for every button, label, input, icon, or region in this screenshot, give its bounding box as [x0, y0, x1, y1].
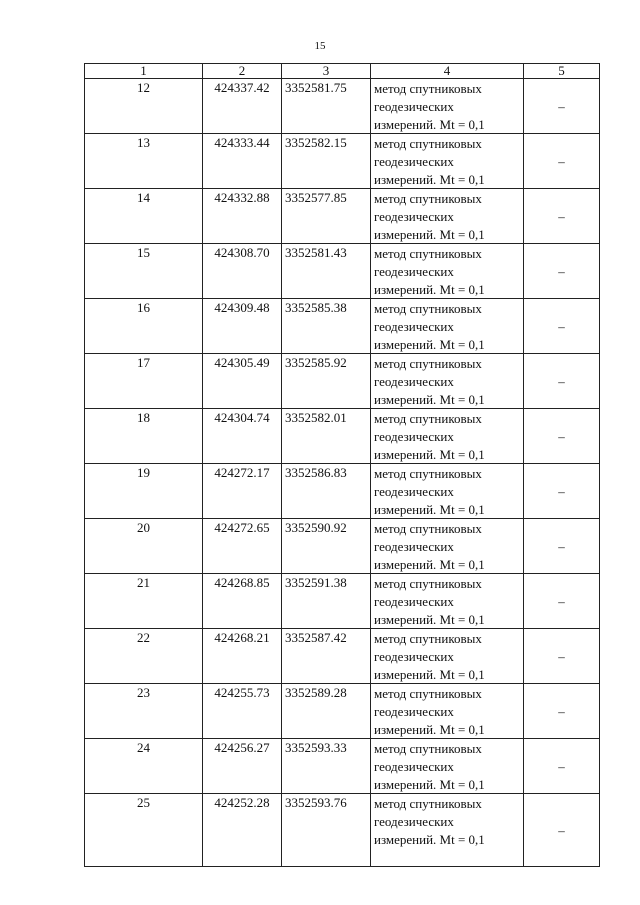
point-number-cell: 17 [85, 354, 203, 409]
method-line: метод спутниковых [374, 356, 482, 371]
method-line: геодезических [374, 814, 454, 829]
method-cell [371, 739, 524, 794]
y-coordinate-cell: 3352581.75 [282, 79, 371, 134]
x-coordinate-cell: 424305.49 [203, 354, 282, 409]
table-row [85, 134, 600, 189]
method-line: метод спутниковых [374, 136, 482, 151]
method-line: измерений. Mt = 0,1 [374, 447, 485, 462]
method-cell [371, 629, 524, 684]
method-line: метод спутниковых [374, 686, 482, 701]
note-cell: – [524, 244, 600, 299]
method-cell [371, 189, 524, 244]
point-number-cell: 16 [85, 299, 203, 354]
method-line: измерений. Mt = 0,1 [374, 117, 485, 132]
point-number-cell: 19 [85, 464, 203, 519]
method-line: измерений. Mt = 0,1 [374, 832, 485, 847]
method-line: геодезических [374, 319, 454, 334]
method-cell [371, 464, 524, 519]
method-cell [371, 409, 524, 464]
table-header-row [85, 64, 600, 79]
point-number-cell: 18 [85, 409, 203, 464]
x-coordinate-cell: 424332.88 [203, 189, 282, 244]
note-cell: – [524, 189, 600, 244]
point-number-cell: 23 [85, 684, 203, 739]
y-coordinate-cell: 3352593.33 [282, 739, 371, 794]
coordinates-table [84, 63, 600, 867]
x-coordinate-cell: 424309.48 [203, 299, 282, 354]
x-coordinate-cell: 424256.27 [203, 739, 282, 794]
y-coordinate-cell: 3352582.15 [282, 134, 371, 189]
table-row [85, 519, 600, 574]
method-cell [371, 79, 524, 134]
x-coordinate-cell: 424308.70 [203, 244, 282, 299]
table-row [85, 574, 600, 629]
method-line: метод спутниковых [374, 301, 482, 316]
page-number: 15 [314, 40, 326, 52]
header-col-3: 3 [282, 64, 371, 79]
method-cell [371, 684, 524, 739]
method-line: геодезических [374, 649, 454, 664]
method-line: геодезических [374, 374, 454, 389]
table-row [85, 354, 600, 409]
point-number-cell: 25 [85, 794, 203, 867]
method-line: измерений. Mt = 0,1 [374, 557, 485, 572]
method-line: измерений. Mt = 0,1 [374, 392, 485, 407]
method-line: метод спутниковых [374, 521, 482, 536]
note-cell: – [524, 629, 600, 684]
method-line: измерений. Mt = 0,1 [374, 337, 485, 352]
method-line: геодезических [374, 429, 454, 444]
header-col-5: 5 [524, 64, 600, 79]
x-coordinate-cell: 424252.28 [203, 794, 282, 867]
point-number-cell: 21 [85, 574, 203, 629]
note-cell: – [524, 684, 600, 739]
method-line: метод спутниковых [374, 411, 482, 426]
x-coordinate-cell: 424268.21 [203, 629, 282, 684]
y-coordinate-cell: 3352582.01 [282, 409, 371, 464]
method-line: геодезических [374, 594, 454, 609]
x-coordinate-cell: 424272.17 [203, 464, 282, 519]
method-cell [371, 299, 524, 354]
method-line: метод спутниковых [374, 576, 482, 591]
header-col-2: 2 [203, 64, 282, 79]
method-line: измерений. Mt = 0,1 [374, 172, 485, 187]
point-number-cell: 22 [85, 629, 203, 684]
note-cell: – [524, 134, 600, 189]
note-cell: – [524, 354, 600, 409]
y-coordinate-cell: 3352593.76 [282, 794, 371, 867]
point-number-cell: 15 [85, 244, 203, 299]
note-cell: – [524, 409, 600, 464]
note-cell: – [524, 574, 600, 629]
method-line: метод спутниковых [374, 796, 482, 811]
table-body [85, 79, 600, 867]
x-coordinate-cell: 424272.65 [203, 519, 282, 574]
method-line: геодезических [374, 209, 454, 224]
y-coordinate-cell: 3352591.38 [282, 574, 371, 629]
y-coordinate-cell: 3352590.92 [282, 519, 371, 574]
method-line: геодезических [374, 484, 454, 499]
x-coordinate-cell: 424255.73 [203, 684, 282, 739]
point-number-cell: 24 [85, 739, 203, 794]
method-line: метод спутниковых [374, 81, 482, 96]
method-line: геодезических [374, 704, 454, 719]
method-line: измерений. Mt = 0,1 [374, 612, 485, 627]
method-line: геодезических [374, 154, 454, 169]
note-cell: – [524, 299, 600, 354]
method-line: геодезических [374, 759, 454, 774]
table-row [85, 189, 600, 244]
y-coordinate-cell: 3352585.38 [282, 299, 371, 354]
y-coordinate-cell: 3352581.43 [282, 244, 371, 299]
method-line: метод спутниковых [374, 741, 482, 756]
header-col-4: 4 [371, 64, 524, 79]
method-cell [371, 134, 524, 189]
table-row [85, 79, 600, 134]
table-row [85, 739, 600, 794]
point-number-cell: 20 [85, 519, 203, 574]
method-cell [371, 574, 524, 629]
method-line: измерений. Mt = 0,1 [374, 502, 485, 517]
x-coordinate-cell: 424268.85 [203, 574, 282, 629]
method-line: измерений. Mt = 0,1 [374, 227, 485, 242]
method-cell [371, 794, 524, 867]
x-coordinate-cell: 424333.44 [203, 134, 282, 189]
y-coordinate-cell: 3352589.28 [282, 684, 371, 739]
method-line: геодезических [374, 264, 454, 279]
note-cell: – [524, 739, 600, 794]
table-row [85, 629, 600, 684]
method-cell [371, 354, 524, 409]
method-line: метод спутниковых [374, 631, 482, 646]
table-row [85, 684, 600, 739]
note-cell: – [524, 794, 600, 867]
method-line: метод спутниковых [374, 191, 482, 206]
table-row [85, 464, 600, 519]
note-cell: – [524, 79, 600, 134]
x-coordinate-cell: 424337.42 [203, 79, 282, 134]
table-row [85, 299, 600, 354]
method-line: геодезических [374, 539, 454, 554]
method-line: геодезических [374, 99, 454, 114]
method-line: измерений. Mt = 0,1 [374, 722, 485, 737]
method-line: метод спутниковых [374, 246, 482, 261]
method-cell [371, 519, 524, 574]
y-coordinate-cell: 3352587.42 [282, 629, 371, 684]
method-cell [371, 244, 524, 299]
note-cell: – [524, 519, 600, 574]
x-coordinate-cell: 424304.74 [203, 409, 282, 464]
method-line: метод спутниковых [374, 466, 482, 481]
method-line: измерений. Mt = 0,1 [374, 282, 485, 297]
method-line: измерений. Mt = 0,1 [374, 777, 485, 792]
point-number-cell: 12 [85, 79, 203, 134]
table-row [85, 794, 600, 867]
table-row [85, 244, 600, 299]
point-number-cell: 13 [85, 134, 203, 189]
table-row [85, 409, 600, 464]
note-cell: – [524, 464, 600, 519]
y-coordinate-cell: 3352585.92 [282, 354, 371, 409]
y-coordinate-cell: 3352586.83 [282, 464, 371, 519]
header-col-1: 1 [85, 64, 203, 79]
method-line: измерений. Mt = 0,1 [374, 667, 485, 682]
y-coordinate-cell: 3352577.85 [282, 189, 371, 244]
point-number-cell: 14 [85, 189, 203, 244]
